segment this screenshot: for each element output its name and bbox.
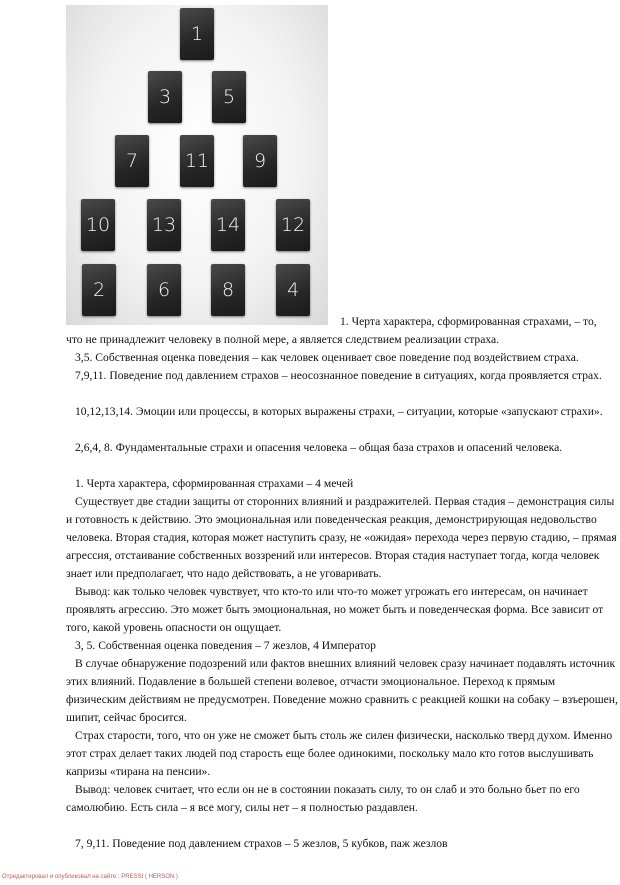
card-1: 1 (180, 8, 214, 60)
section-3-5-paragraph-1: В случае обнаружение подозрений или фактов внешних влияний человек сразу начинает подавлять источник этих влияний. Подавление в большей степени волевое, отчасти эмоциональное. Переход к прямым физическим действиям не предусмотрен. Поведение можно сравнить с реакцией кошки на собаку – взъерошен, шипит, сейчас бросится. (66, 657, 618, 724)
card-7: 7 (115, 135, 149, 187)
paragraph-1-cont: что не принадлежит человеку в полной мере, а является следствием реализации страха. (66, 333, 500, 346)
card-13: 13 (147, 199, 181, 251)
diagram-caption: 1. Черта характера, сформированная страхами, – то, (340, 315, 597, 328)
card-9: 9 (243, 135, 277, 187)
card-4: 4 (276, 264, 310, 316)
card-5: 5 (212, 71, 246, 123)
card-3: 3 (148, 71, 182, 123)
card-2: 2 (82, 264, 116, 316)
paragraph-10-12-13-14: 10,12,13,14. Эмоции или процессы, в которых выражены страхи, – ситуации, которые «запускают страхи». (75, 405, 603, 418)
section-heading-7-9-11: 7, 9,11. Поведение под давлением страхов – 5 жезлов, 5 кубков, паж жезлов (75, 837, 448, 850)
section-heading-3-5: 3, 5. Собственная оценка поведения – 7 жезлов, 4 Император (75, 639, 376, 652)
paragraph-2-6-4-8: 2,6,4, 8. Фундаментальные страхи и опасения человека – общая база страхов и опасений человека. (75, 441, 563, 454)
card-14: 14 (211, 199, 245, 251)
footer-watermark: Отредактировал и опубликовал на сайте : PRESSI ( HERSON ) (2, 874, 178, 880)
card-11: 11 (180, 135, 214, 187)
section-1-conclusion: Вывод: как только человек чувствует, что кто-то или что-то может угрожать его интересам, он начинает проявлять агрессию. Это может быть эмоциональная, но может быть и поведенческая форма. Все зависит от того, какой уровень опасности он ощущает. (66, 585, 604, 634)
card-10: 10 (81, 199, 115, 251)
paragraph-3-5: 3,5. Собственная оценка поведения – как человек оценивает свое поведение под воздействием страха. (75, 351, 579, 364)
section-heading-1: 1. Черта характера, сформированная страхами – 4 мечей (75, 477, 354, 490)
card-6: 6 (147, 264, 181, 316)
tarot-layout-diagram (66, 5, 328, 325)
section-3-5-paragraph-2: Страх старости, того, что он уже не сможет быть столь же силен физически, насколько тверд духом. Именно этот страх делает таких людей под старость еще более одинокими, поскольку мало кто готов выслушивать капризы «тирана на пенсии». (66, 729, 613, 778)
section-1-paragraph-1: Существует две стадии защиты от сторонних влияний и раздражителей. Первая стадия – демонстрация силы и готовность к действию. Это эмоциональная или поведенческая реакция, демонстрирующая недовольство человека. Вторая стадия, которая может наступить сразу, не «ожидая» перехода через первую стадию, – прямая агрессия, отстаивание собственных воззрений или интересов. Вторая стадия наступает тогда, когда человек знает или предполагает, что надо действовать, а не уговаривать. (66, 495, 617, 580)
card-8: 8 (211, 264, 245, 316)
section-3-5-conclusion: Вывод: человек считает, что если он не в состоянии показать силу, то он слаб и это больно бьет по его самолюбию. Есть сила – я все могу, силы нет – я полностью раздавлен. (66, 783, 580, 814)
card-12: 12 (276, 199, 310, 251)
paragraph-7-9-11: 7,9,11. Поведение под давлением страхов – неосознанное поведение в ситуациях, когда проявляется страх. (75, 369, 602, 382)
